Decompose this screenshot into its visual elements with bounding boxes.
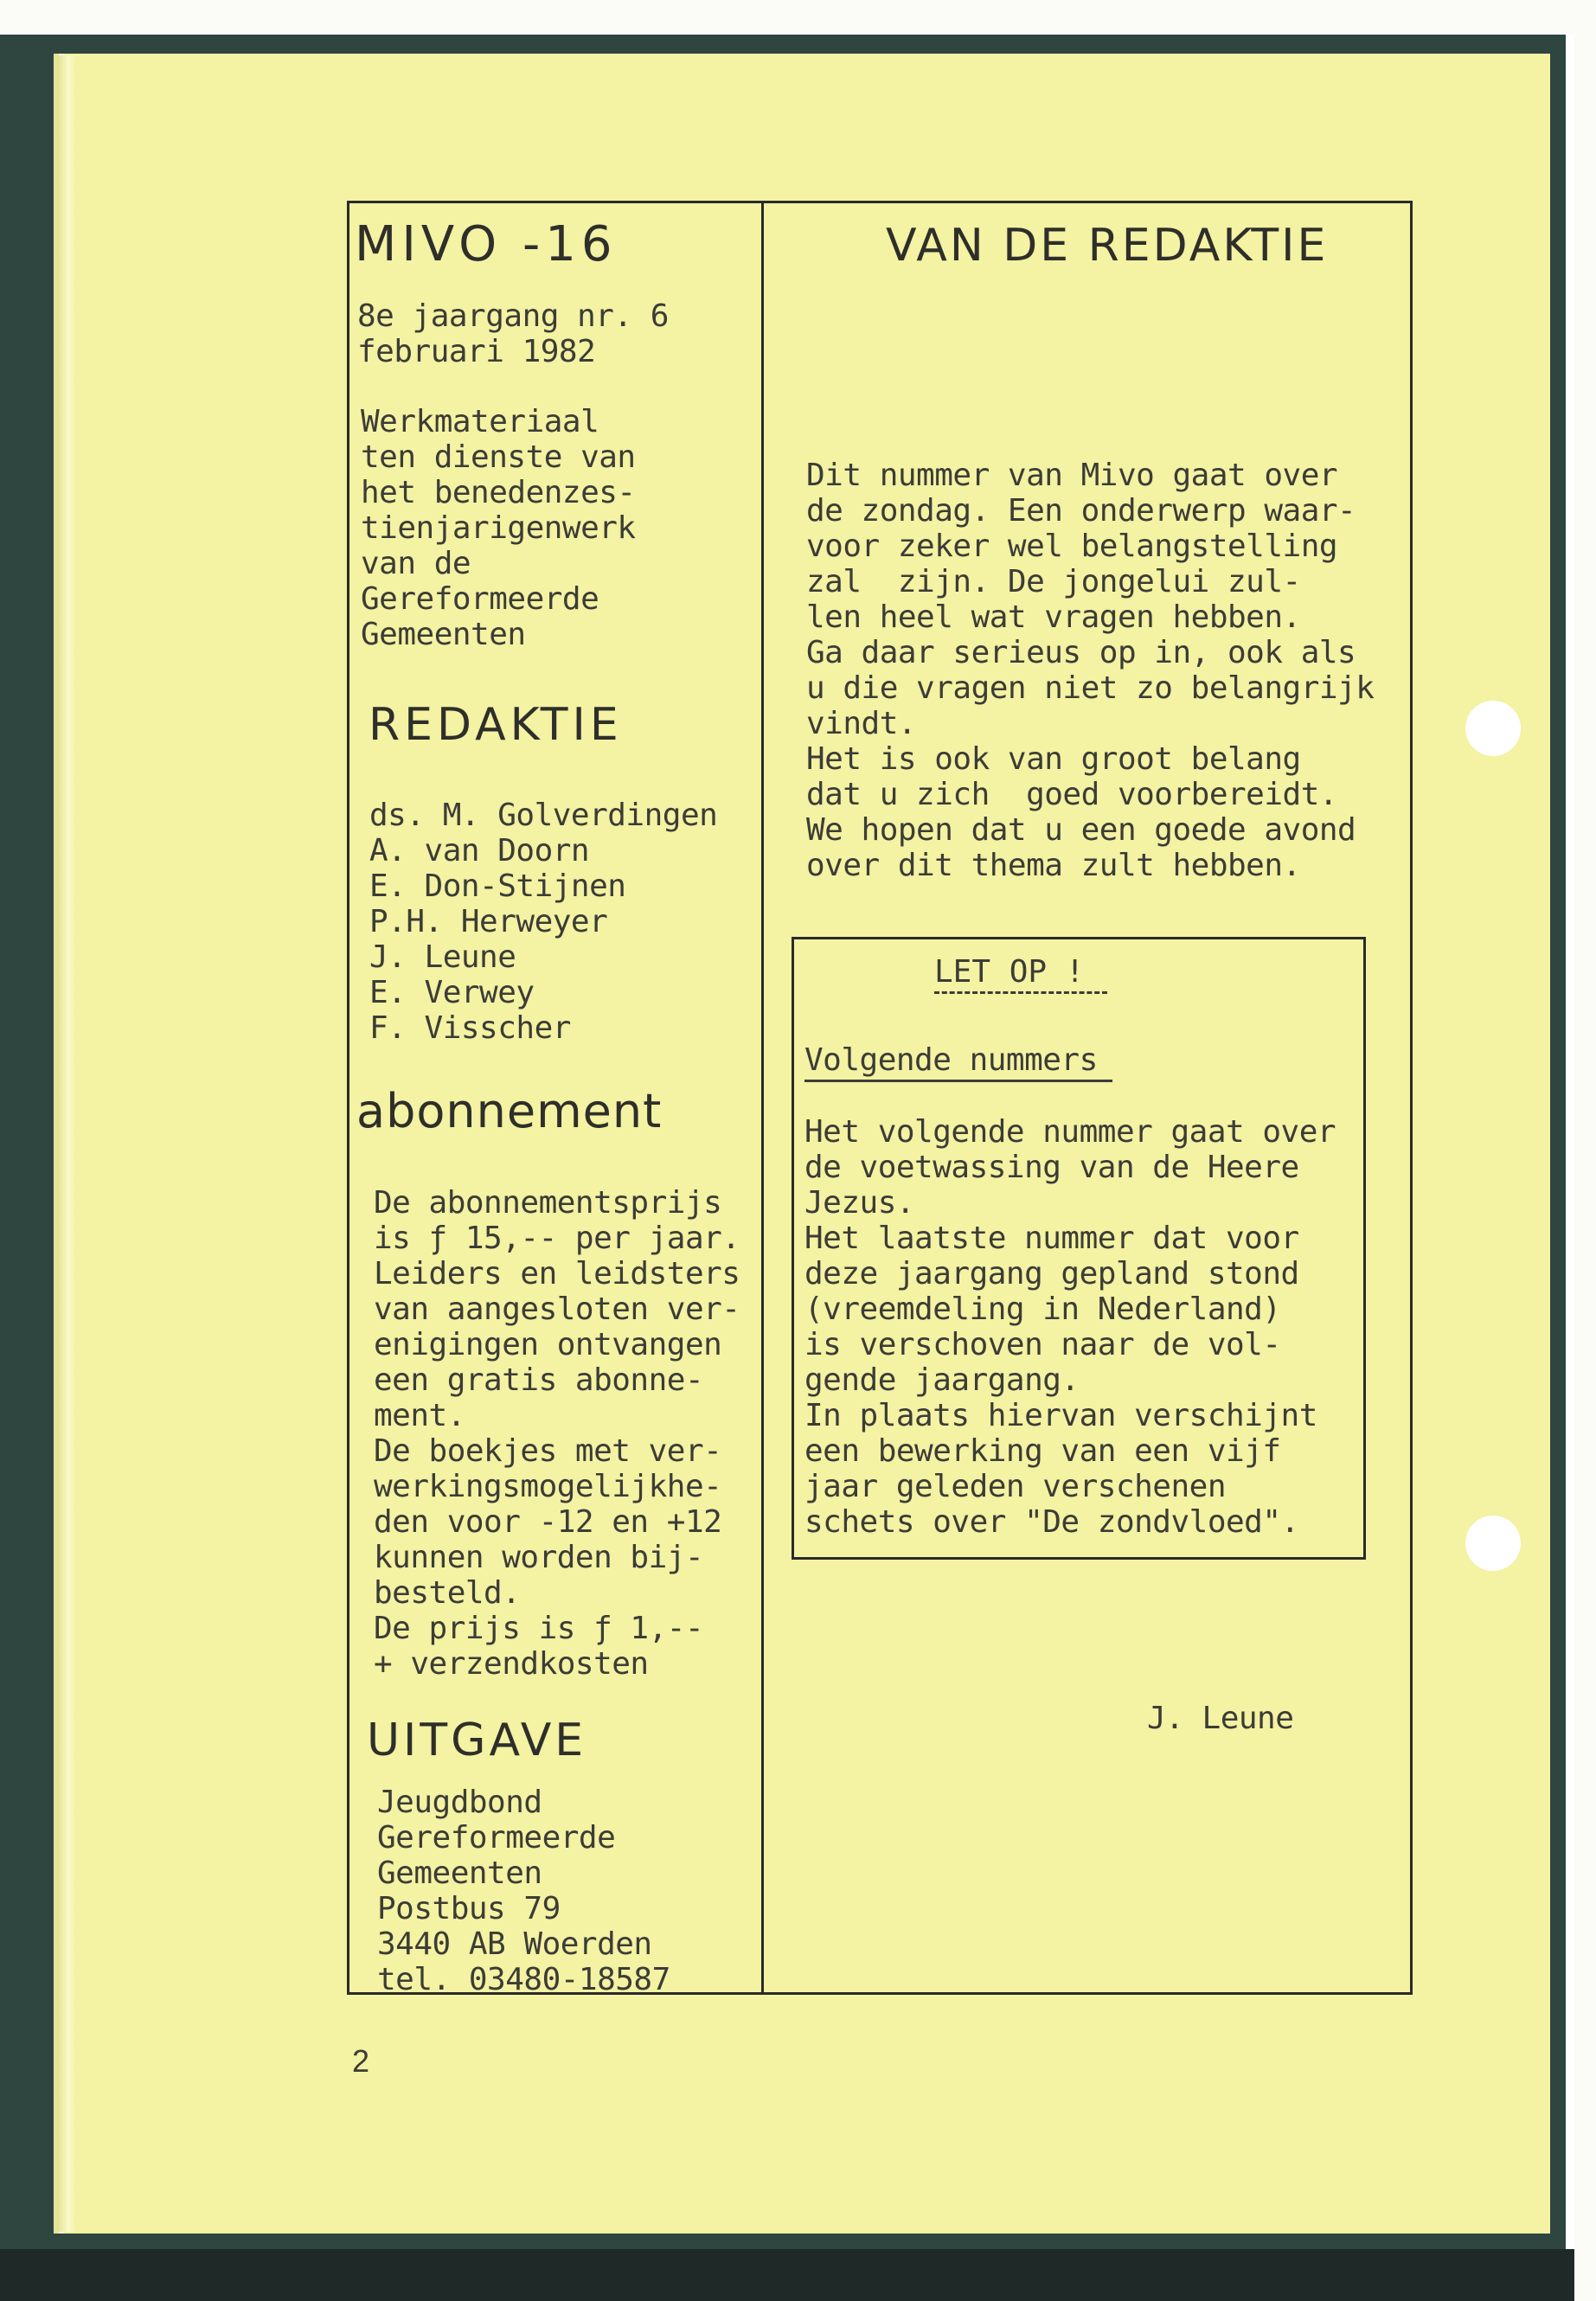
- page-number: 2: [352, 2043, 370, 2079]
- volgende-nummers-heading: Volgende nummers: [804, 1042, 1098, 1078]
- page-edge: [57, 55, 76, 2232]
- redaktie-names: ds. M. Golverdingen A. van Doorn E. Don-Stijnen P.H. Herweyer J. Leune E. Verwey F. Visscher: [369, 798, 718, 1046]
- uitgave-text: Jeugdbond Gereformeerde Gemeenten Postbus 79 3440 AB Woerden tel. 03480-18587: [377, 1785, 670, 1997]
- punch-hole-bottom: [1465, 1516, 1521, 1571]
- abonnement-text: De abonnementsprijs is ƒ 15,-- per jaar. Leiders en leidsters van aangesloten ver- enigingen ontvangen een gratis abonne- ment. De boekjes met ver- werkingsmogelijkhe- den voor -12 en +12 kunnen worden bij- besteld. De prijs is ƒ 1,-- + verzendkosten: [374, 1185, 740, 1682]
- uitgave-heading: UITGAVE: [367, 1715, 587, 1766]
- let-op-underline: [934, 991, 1107, 994]
- let-op-title: LET OP !: [934, 954, 1085, 990]
- van-de-redaktie-heading: VAN DE REDAKTIE: [886, 220, 1329, 272]
- signature: J. Leune: [1147, 1701, 1294, 1736]
- column-divider: [761, 201, 764, 1995]
- redaktie-heading: REDAKTIE: [369, 699, 623, 751]
- volgende-nummers-underline: [804, 1080, 1112, 1082]
- magazine-title: MIVO -16: [355, 216, 618, 272]
- description-text: Werkmateriaal ten dienste van het benedenzes- tienjarigenwerk van de Gereformeerde Gemeenten: [361, 404, 636, 652]
- issue-info: 8e jaargang nr. 6 februari 1982: [357, 298, 669, 369]
- binder-bottom: [0, 2249, 1596, 2301]
- punch-hole-top: [1465, 701, 1521, 756]
- scan-margin-right: [1574, 0, 1596, 2301]
- redaktie-body: Dit nummer van Mivo gaat over de zondag. Een onderwerp waar- voor zeker wel belangstelling zal zijn. De jongelui zul- len heel wat vragen hebben. Ga daar serieus op in, ook als u die vragen niet zo belangrijk vindt. Het is ook van groot belang dat u zich goed voorbereidt. We hopen dat u een goede avond over dit thema zult hebben.: [806, 458, 1375, 883]
- let-op-body: Het volgende nummer gaat over de voetwassing van de Heere Jezus. Het laatste nummer dat voor deze jaargang gepland stond (vreemdeling in Nederland) is verschoven naar de vol- gende jaargang. In plaats hiervan verschijnt een bewerking van een vijf jaar geleden verschenen schets over "De zondvloed".: [804, 1114, 1336, 1540]
- scan-margin-top: [0, 0, 1596, 35]
- abonnement-heading: abonnement: [356, 1084, 663, 1138]
